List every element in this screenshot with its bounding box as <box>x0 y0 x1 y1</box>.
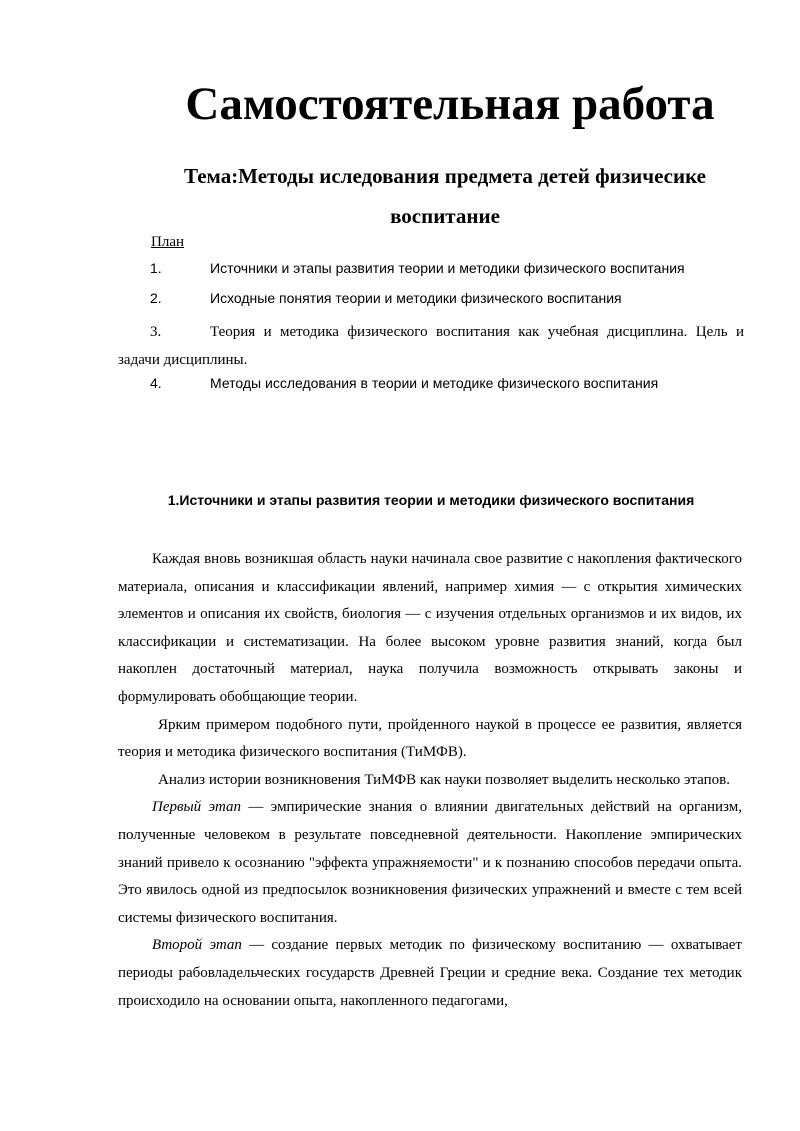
paragraph <box>118 712 742 767</box>
paragraph <box>118 546 742 712</box>
document-subtitle: Тема:Методы иследования предмета детей физичесике воспитание <box>184 164 706 228</box>
plan-item-text: Исходные понятия теории и методики физического воспитания <box>210 290 622 306</box>
paragraph-text: Анализ истории возникновения ТиМФВ как науки позволяет выделить несколько этапов. <box>158 771 730 788</box>
plan-item-number: 2. <box>150 290 162 306</box>
plan-item-number: 4. <box>150 375 162 391</box>
section-heading: 1.Источники и этапы развития теории и методики физического воспитания <box>167 492 695 508</box>
body-text <box>118 546 742 1015</box>
plan-item-text: Методы исследования в теории и методике физического воспитания <box>210 375 659 391</box>
plan-item-text: Теория и методика физического воспитания как учебная дисциплина. Цель и задачи дисциплины. <box>118 324 744 368</box>
plan-item-number: 1. <box>150 260 162 276</box>
plan-item-number: 3. <box>150 324 162 340</box>
paragraph <box>118 932 742 1015</box>
paragraph-text: — эмпирические знания о влиянии двигательных действий на организм, полученные человеком в результате повседневной деятельности. Накопление эмпирических знаний привело к осознанию "эффекта упражняемости" и к познанию способов передачи опыта. Это явилось одной из предпосылок возникновения физических упражнений и вместе с тем всей системы физического воспитания. <box>118 799 742 926</box>
paragraph-text: Ярким примером подобного пути, пройденного наукой в процессе ее развития, является теория и методика физического воспитания (ТиМФВ). <box>118 716 742 761</box>
paragraph-text: Каждая вновь возникшая область науки начинала свое развитие с накопления фактического материала, описания и классификации явлений, например химия — с открытия химических элементов и описания их свойств, биология — с изучения отдельных организмов и их видов, их классификации и систематизации. На более высоком уровне развития знаний, когда был накоплен достаточный материал, наука получила возможность открывать законы и формулировать обобщающие теории. <box>118 551 742 705</box>
paragraph-lead: Второй этап <box>152 937 242 954</box>
paragraph-text: — создание первых методик по физическому воспитанию — охватывает периоды рабовладельческих государств Древней Греции и средние века. Создание тех методик происходило на основании опыта, накопленного педагогами, <box>118 937 742 1009</box>
paragraph <box>118 794 742 932</box>
plan-item <box>118 318 744 374</box>
plan-item-text: Источники и этапы развития теории и методики физического воспитания <box>210 260 685 276</box>
paragraph-lead: Первый этап <box>152 799 241 816</box>
paragraph <box>118 767 742 795</box>
document-title: Самостоятельная работа <box>185 78 715 130</box>
plan-label: План <box>151 234 185 250</box>
